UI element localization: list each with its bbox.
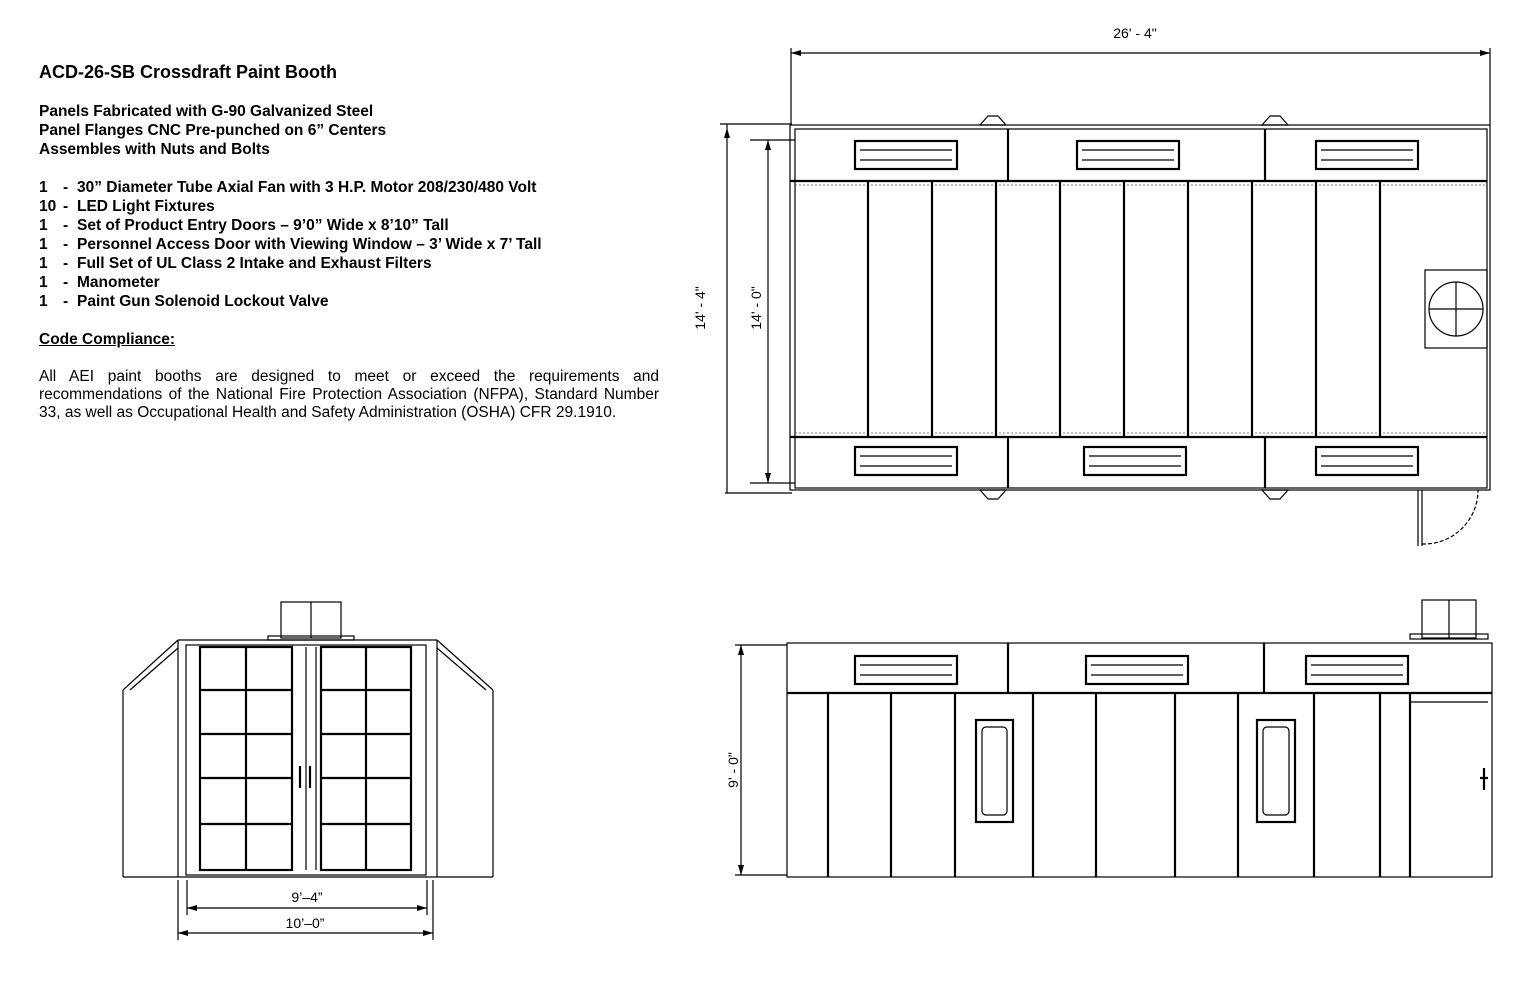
front-outer-width-dimension: 10’–0” — [285, 915, 325, 931]
side-height-dimension: 9' - 0" — [725, 752, 741, 788]
side-light-fixtures — [855, 656, 1408, 684]
side-panel-seams — [828, 693, 1488, 877]
plan-length-dimension: 26' - 4" — [1113, 25, 1157, 41]
plan-view — [692, 25, 1490, 546]
code-compliance-heading: Code Compliance: — [39, 331, 176, 348]
list-item: 1 - Paint Gun Solenoid Lockout Valve — [39, 293, 329, 310]
code-compliance-text: All AEI paint booths are designed to meet or exceed the requirements and recommendations of the National Fire Protection Association (NFPA), Standard Number 33, as well as Occupational Health and Safety Administration (OSHA) CFR 29.1910. — [39, 368, 659, 421]
list-item: 1 - Personnel Access Door with Viewing Window – 3’ Wide x 7’ Tall — [39, 236, 542, 253]
plan-outer-width-dimension: 14' - 4" — [692, 286, 708, 330]
front-view — [123, 602, 493, 940]
side-view — [725, 600, 1492, 877]
page-title: ACD-26-SB Crossdraft Paint Booth — [39, 62, 338, 82]
front-inner-width-dimension: 9’–4” — [291, 889, 323, 905]
light-fixture-icon — [855, 141, 1418, 475]
list-item: 1 - Set of Product Entry Doors – 9’0” Wide x 8’10” Tall — [39, 217, 449, 234]
feature-line: Assembles with Nuts and Bolts — [39, 141, 270, 158]
door-handle-icon — [1480, 768, 1488, 790]
exhaust-fan-icon — [1425, 270, 1487, 348]
list-item: 10 - LED Light Fixtures — [39, 198, 215, 215]
product-entry-doors — [200, 647, 411, 870]
personnel-door-swing — [1418, 490, 1478, 546]
plan-inner-width-dimension: 14' - 0" — [748, 286, 764, 330]
filter-window-icon — [976, 720, 1295, 822]
feature-line: Panel Flanges CNC Pre-punched on 6” Centers — [39, 122, 387, 139]
list-item: 1 - Manometer — [39, 274, 160, 291]
feature-line: Panels Fabricated with G-90 Galvanized Steel — [39, 103, 374, 120]
list-item: 1 - Full Set of UL Class 2 Intake and Exhaust Filters — [39, 255, 432, 272]
plan-panel-seams — [868, 181, 1380, 437]
list-item: 1 - 30” Diameter Tube Axial Fan with 3 H.P. Motor 208/230/480 Volt — [39, 179, 537, 196]
